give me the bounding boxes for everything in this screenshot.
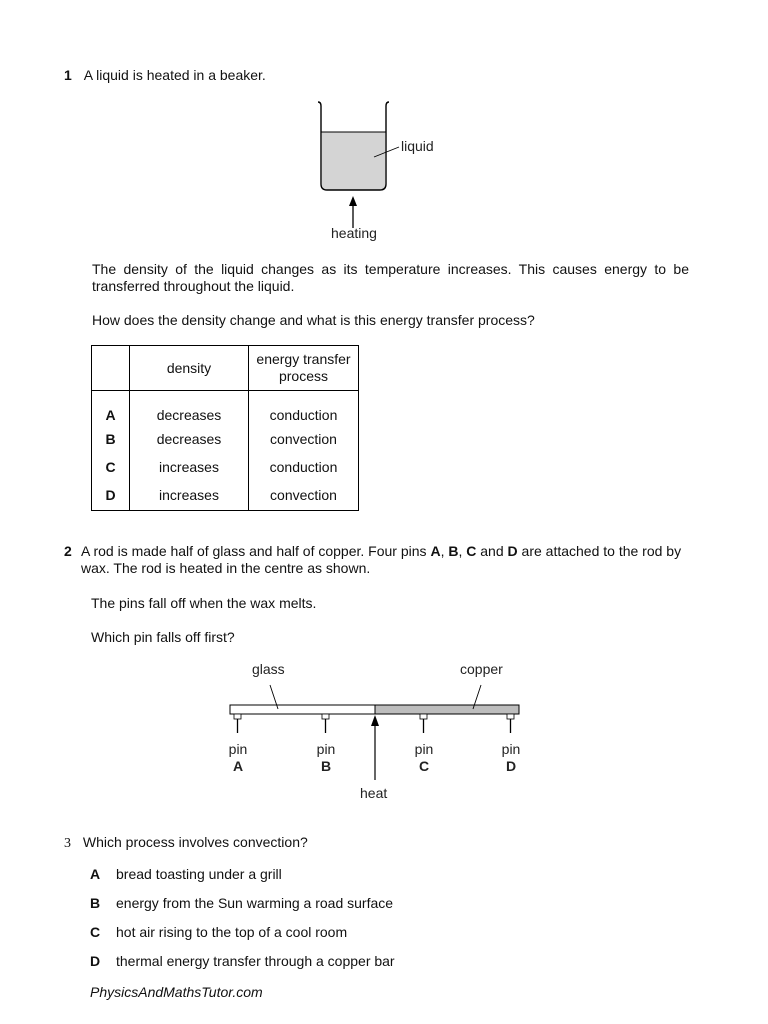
row-process: convection <box>249 481 359 511</box>
option-b <box>90 895 393 911</box>
row-letter: B <box>105 430 116 447</box>
question-text: A liquid is heated in a beaker. <box>83 67 266 83</box>
heat-arrowhead <box>371 715 379 726</box>
pin-c-ref: C <box>466 543 477 559</box>
option-text: bread toasting under a grill <box>116 866 282 882</box>
row-density: increases <box>130 481 249 511</box>
glass-rod <box>230 705 375 714</box>
pin-c-shape <box>420 714 427 733</box>
question-2-line2: The pins fall off when the wax melts. <box>91 595 317 611</box>
row-process: conduction <box>249 453 359 481</box>
row-density: decreases <box>130 425 249 453</box>
table-row <box>92 481 359 511</box>
question-1-stem <box>64 67 266 83</box>
row-density: increases <box>130 453 249 481</box>
option-text: energy from the Sun warming a road surface <box>116 895 394 911</box>
pin-a-label: pin A <box>228 741 248 774</box>
pin-b-ref: B <box>448 543 459 559</box>
question-2-number: 2 <box>64 543 72 559</box>
pin-b-label: pin B <box>316 741 336 774</box>
option-letter: C <box>90 924 101 940</box>
option-letter: D <box>90 953 101 969</box>
heat-label: heat <box>360 785 388 801</box>
question-3-stem <box>64 834 308 852</box>
question-number: 1 <box>64 67 72 83</box>
question-1-paragraph: The density of the liquid changes as its temperature increases. This causes energy to be transferred throughout the liquid. <box>92 261 689 294</box>
option-text: thermal energy transfer through a copper bar <box>116 953 395 969</box>
option-c <box>90 924 347 940</box>
table-header-density: density <box>130 346 249 391</box>
row-process: conduction <box>249 391 359 425</box>
liquid-fill <box>322 132 385 190</box>
row-density: decreases <box>130 391 249 425</box>
footer-site: PhysicsAndMathsTutor.com <box>90 984 263 1000</box>
question-number: 3 <box>64 836 71 851</box>
table-header-process: energy transfer process <box>249 346 359 391</box>
pin-d-shape <box>507 714 514 733</box>
table-header-empty <box>92 346 130 391</box>
option-a <box>90 866 282 882</box>
option-d <box>90 953 395 969</box>
heating-arrowhead <box>349 196 357 206</box>
question-text: Which process involves convection? <box>82 834 308 850</box>
option-text: hot air rising to the top of a cool room <box>116 924 348 940</box>
row-letter: A <box>105 406 116 423</box>
pin-b-shape <box>322 714 329 733</box>
pin-d-label: pin D <box>501 741 521 774</box>
pin-c-label: pin C <box>414 741 434 774</box>
table-row <box>92 425 359 453</box>
pin-a-shape <box>234 714 241 733</box>
question-2-line3: Which pin falls off first? <box>91 629 235 645</box>
table-row <box>92 453 359 481</box>
rod-diagram <box>220 680 530 790</box>
pin-a-ref: A <box>430 543 441 559</box>
copper-rod <box>375 705 519 714</box>
pin-d-ref: D <box>507 543 518 559</box>
row-process: convection <box>249 425 359 453</box>
liquid-label: liquid <box>401 138 434 154</box>
row-letter: C <box>105 458 116 475</box>
table-row <box>92 391 359 425</box>
copper-label: copper <box>460 661 503 677</box>
option-letter: B <box>90 895 101 911</box>
heating-label: heating <box>331 225 377 241</box>
row-letter: D <box>105 487 116 504</box>
glass-label: glass <box>252 661 285 677</box>
option-letter: A <box>90 866 101 882</box>
beaker-diagram <box>300 98 460 248</box>
question-2-stem: A rod is made half of glass and half of copper. Four pins A, B, C and D are attached to the rod by wax. The rod is heated in the centre as shown. <box>81 543 682 576</box>
question-1-prompt: How does the density change and what is this energy transfer process? <box>92 312 535 328</box>
table-header-row <box>92 346 359 391</box>
answer-table <box>91 345 359 511</box>
